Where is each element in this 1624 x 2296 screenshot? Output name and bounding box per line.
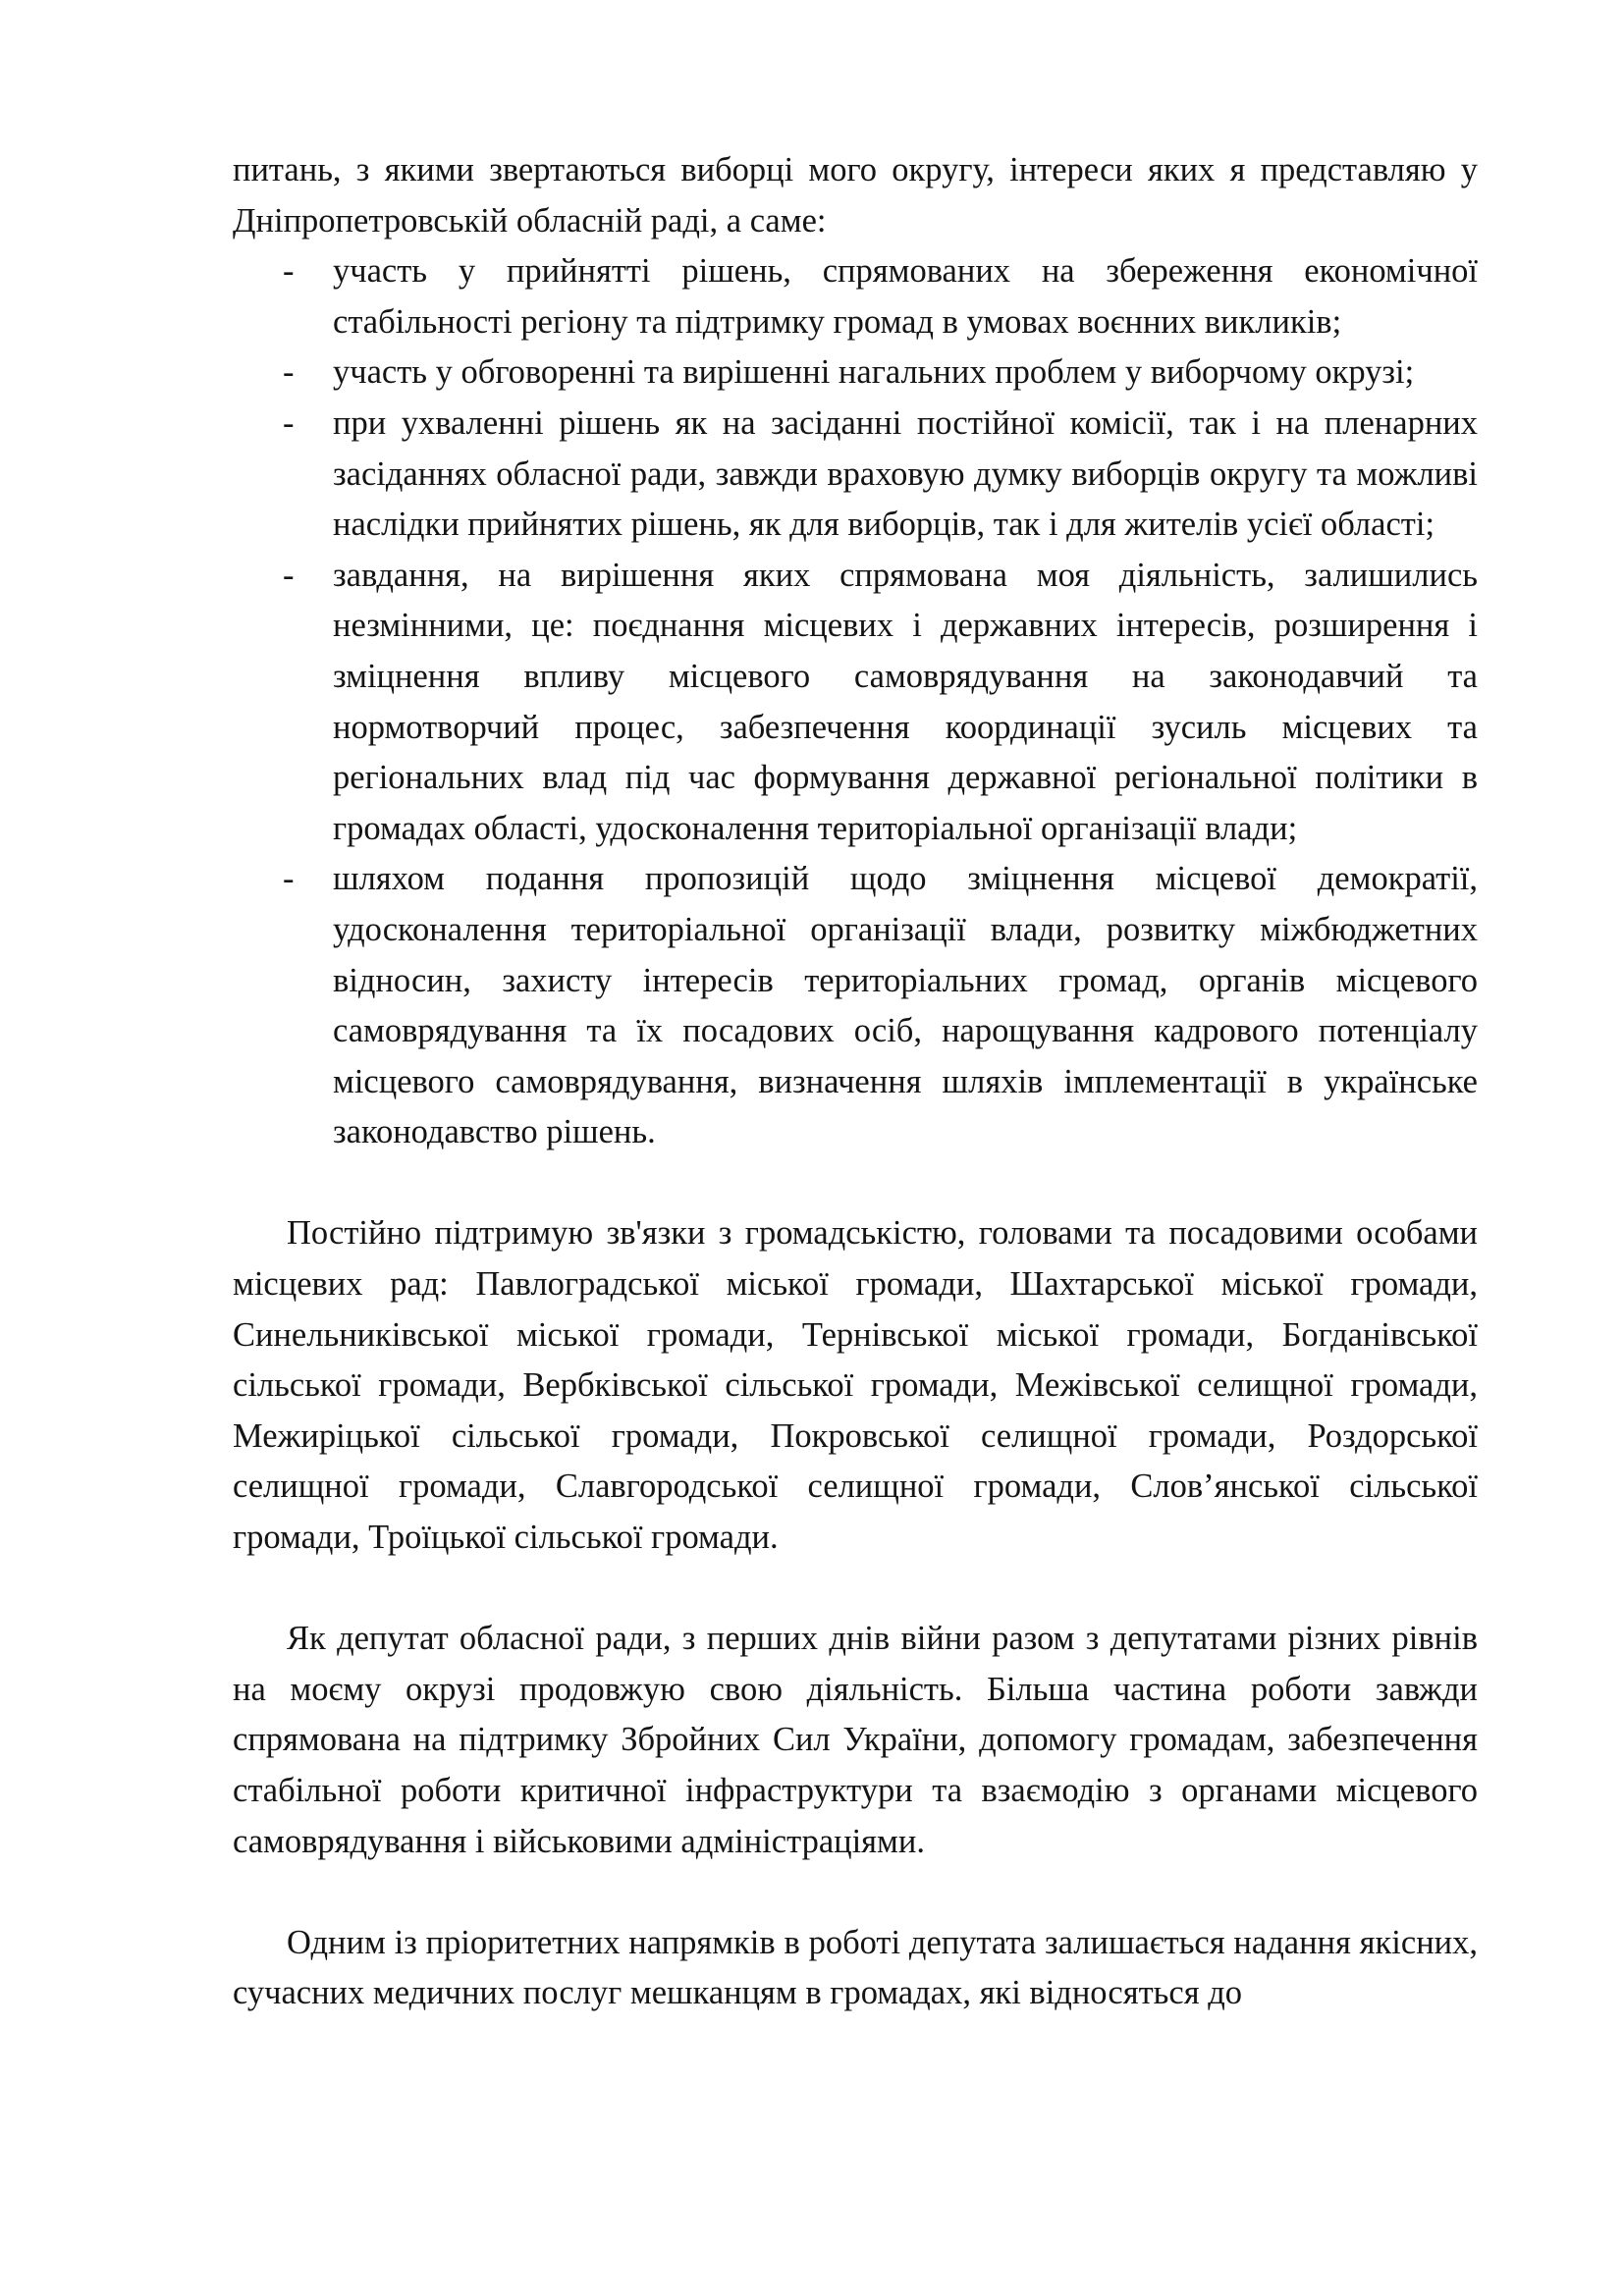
- list-item: [283, 246, 1478, 347]
- list-marker: -: [283, 556, 295, 594]
- list-item-text: участь у обговоренні та вирішенні нагальних проблем у виборчому окрузі;: [333, 353, 1415, 392]
- bullet-list: [233, 246, 1478, 1158]
- list-item-text: шляхом подання пропозицій щодо зміцнення місцевої демократії, удосконалення територіальної організації влади, розвитку міжбюджетних відносин, захисту інтересів територіальних громад, органів місцевого самоврядування та їх посадових осіб, нарощування кадрового потенціалу місцевого самоврядування, визначення шляхів імплементації в українське законодавство рішень.: [333, 860, 1478, 1151]
- list-item: [283, 399, 1478, 551]
- list-item: [283, 347, 1478, 399]
- list-marker: -: [283, 252, 295, 291]
- list-item: [283, 854, 1478, 1158]
- list-item: [283, 551, 1478, 855]
- paragraph-war-activity: Як депутат обласної ради, з перших днів війни разом з депутатами різних рівнів на моєму окрузі продовжую свою діяльність. Більша частина роботи завжди спрямована на підтримку Збройних Сил України, допомогу громадам, забезпечення стабільної роботи критичної інфраструктури та взаємодію з органами місцевого самоврядування і військовими адміністраціями.: [233, 1620, 1478, 1860]
- paragraph-medical: Одним із пріоритетних напрямків в роботі депутата залишається надання якісних, сучасних медичних послуг мешканцям в громадах, які відносяться до: [233, 1923, 1478, 2012]
- intro-paragraph: питань, з якими звертаються виборці мого округу, інтереси яких я представляю у Дніпропетровській обласній раді, а саме:: [233, 151, 1478, 240]
- list-item-text: завдання, на вирішення яких спрямована моя діяльність, залишились незмінними, це: поєднання місцевих і державних інтересів, розширення і зміцнення впливу місцевого самоврядування на законодавчий та нормотворчий процес, забезпечення координації зусиль місцевих та регіональних влад під час формування державної регіональної політики в громадах області, удосконалення територіальної організації влади;: [333, 556, 1478, 847]
- list-item-text: при ухваленні рішень як на засіданні постійної комісії, так і на пленарних засіданнях обласної ради, завжди враховую думку виборців округу та можливі наслідки прийнятих рішень, як для виборців, так і для жителів усієї області;: [333, 403, 1478, 544]
- list-item-text: участь у прийнятті рішень, спрямованих на збереження економічної стабільності регіону та підтримку громад в умовах воєнних викликів;: [333, 252, 1478, 341]
- list-marker: -: [283, 860, 295, 898]
- list-marker: -: [283, 353, 295, 392]
- document-page: [233, 145, 1478, 2019]
- list-marker: -: [283, 403, 295, 442]
- paragraph-communities: Постійно підтримую зв'язки з громадськістю, головами та посадовими особами місцевих рад: Павлоградської міської громади, Шахтарської міської громади, Синельниківської міської громади, Тернівської міської громади, Богданівської сільської громади, Вербківської сільської громади, Межівської селищної громади, Межиріцької сільської громади, Покровської селищної громади, Роздорської селищної громади, Славгородської селищної громади, Слов’янської сільської громади, Троїцької сільської громади.: [233, 1214, 1478, 1557]
